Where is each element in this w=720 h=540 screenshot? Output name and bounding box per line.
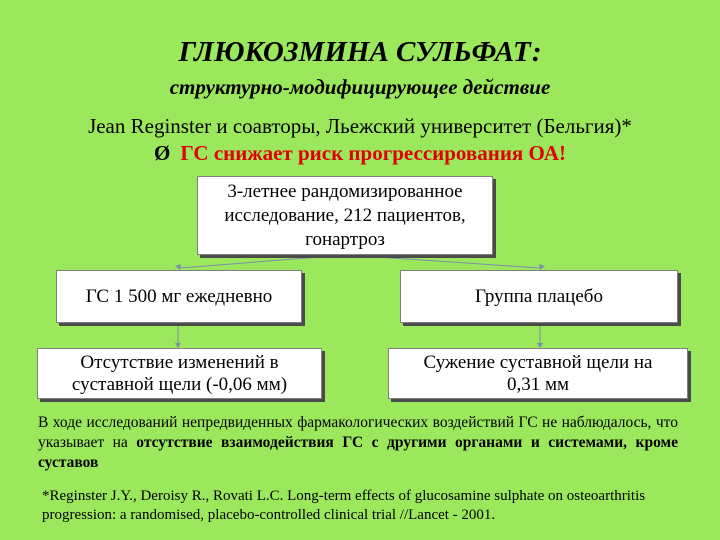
arrow-bullet-icon: Ø — [154, 141, 171, 165]
study-line-2: исследование, 212 пациентов, — [224, 204, 466, 226]
claim-text: ГС снижает риск прогрессирования ОА! — [180, 141, 566, 165]
gs-result-box — [37, 348, 322, 399]
placebo-result-line-1: Сужение суставной щели на — [423, 351, 653, 373]
study-design-box — [197, 176, 493, 255]
placebo-group-box — [400, 270, 678, 323]
safety-note-emphasis: отсутствие взаимодействия ГС с другими органами и системами, кроме суставов — [38, 434, 678, 471]
gs-result-line-2: суставной щели (-0,06 мм) — [71, 373, 288, 395]
placebo-result-box — [388, 348, 688, 399]
reference-citation: *Reginster J.Y., Deroisy R., Rovati L.C. Long-term effects of glucosamine sulphate on osteoarthritis progression: a randomised, placebo-controlled clinical trial //Lancet - 2001. — [42, 488, 646, 523]
placebo-result-line-2: 0,31 мм — [506, 373, 570, 395]
connector-left — [180, 255, 345, 268]
placebo-group-label: Группа плацебо — [475, 285, 603, 307]
gs-group-label: ГС 1 500 мг ежедневно — [85, 285, 273, 307]
authors-line: Jean Reginster и соавторы, Льежский университет (Бельгия)* — [88, 114, 632, 138]
gs-group-box — [56, 270, 302, 323]
gs-result-line-1: Отсутствие изменений в — [80, 351, 279, 373]
slide-title: ГЛЮКОЗМИНА СУЛЬФАТ: — [178, 36, 542, 68]
safety-note — [38, 413, 678, 473]
connector-right — [345, 255, 540, 268]
safety-note-text: В ходе исследований непредвиденных фармакологических воздействий ГС не наблюдалось, что указывает на — [38, 414, 678, 451]
slide-subtitle: структурно-модифицирующее действие — [169, 75, 551, 99]
study-line-1: 3-летнее рандомизированное — [227, 180, 463, 202]
study-line-3: гонартроз — [305, 228, 385, 250]
